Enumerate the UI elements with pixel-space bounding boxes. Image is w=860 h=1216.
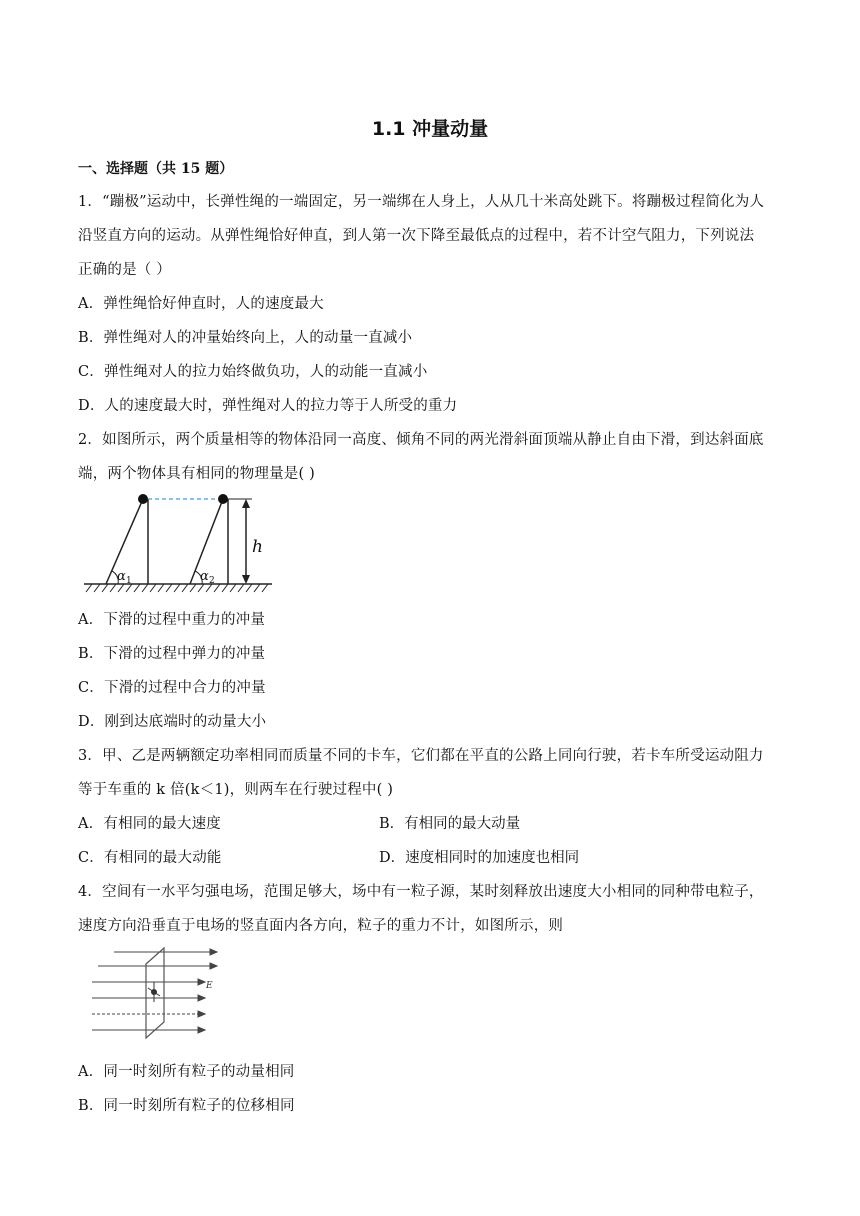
q1-stem-line-1: 1．“蹦极”运动中，长弹性绳的一端固定，另一端绑在人身上，人从几十米高处跳下。将蹦极过程简化为人 [78, 194, 765, 210]
q3-option-b: B．有相同的最大动量 [379, 816, 521, 832]
q2-option-d: D．刚到达底端时的动量大小 [78, 714, 267, 730]
page-title: 1.1 冲量动量 [371, 118, 489, 140]
q3-option-d: D．速度相同时的加速度也相同 [379, 850, 580, 866]
inclined-planes-figure [80, 488, 280, 600]
q3-stem-line-1: 3．甲、乙是两辆额定功率相同而质量不同的卡车，它们都在平直的公路上同向行驶，若卡车所受运动阻力 [78, 748, 764, 764]
angle-2-label: α [200, 569, 209, 584]
q2-option-c: C．下滑的过程中合力的冲量 [78, 680, 266, 696]
q2-stem-line-1: 2．如图所示，两个质量相等的物体沿同一高度、倾角不同的两光滑斜面顶端从静止自由下滑，到达斜面底 [78, 432, 764, 448]
q3-stem-line-2: 等于车重的 k 倍(k＜1)，则两车在行驶过程中( ) [78, 782, 394, 798]
angle-1-subscript: 1 [126, 576, 132, 586]
q4-stem-line-2: 速度方向沿垂直于电场的竖直面内各方向，粒子的重力不计，如图所示，则 [78, 918, 564, 934]
q1-stem-line-3: 正确的是（ ） [78, 262, 172, 278]
q2-stem-line-2: 端，两个物体具有相同的物理量是( ) [78, 466, 316, 482]
q2-option-b: B．下滑的过程中弹力的冲量 [78, 646, 266, 662]
q1-option-a: A．弹性绳恰好伸直时，人的速度最大 [78, 296, 324, 312]
section-heading: 一、选择题（共 15 题） [78, 161, 234, 177]
q1-option-b: B．弹性绳对人的冲量始终向上，人的动量一直减小 [78, 330, 413, 346]
field-label: E [206, 981, 213, 991]
q4-option-b: B．同一时刻所有粒子的位移相同 [78, 1098, 295, 1114]
q1-option-c: C．弹性绳对人的拉力始终做负功，人的动能一直减小 [78, 364, 428, 380]
q3-option-a: A．有相同的最大速度 [78, 816, 221, 832]
q1-option-d: D．人的速度最大时，弹性绳对人的拉力等于人所受的重力 [78, 398, 458, 414]
q2-option-a: A．下滑的过程中重力的冲量 [78, 612, 266, 628]
height-label: h [252, 537, 263, 557]
q4-stem-line-1: 4．空间有一水平匀强电场，范围足够大，场中有一粒子源，某时刻释放出速度大小相同的同种带电粒子， [78, 884, 764, 900]
q1-stem-line-2: 沿竖直方向的运动。从弹性绳恰好伸直，到人第一次下降至最低点的过程中，若不计空气阻力，下列说法 [78, 228, 755, 244]
angle-1-label: α [117, 569, 126, 584]
q3-option-c: C．有相同的最大动能 [78, 850, 222, 866]
angle-2-subscript: 2 [209, 576, 215, 586]
electric-field-figure [84, 944, 224, 1042]
q4-option-a: A．同一时刻所有粒子的动量相同 [78, 1064, 295, 1080]
